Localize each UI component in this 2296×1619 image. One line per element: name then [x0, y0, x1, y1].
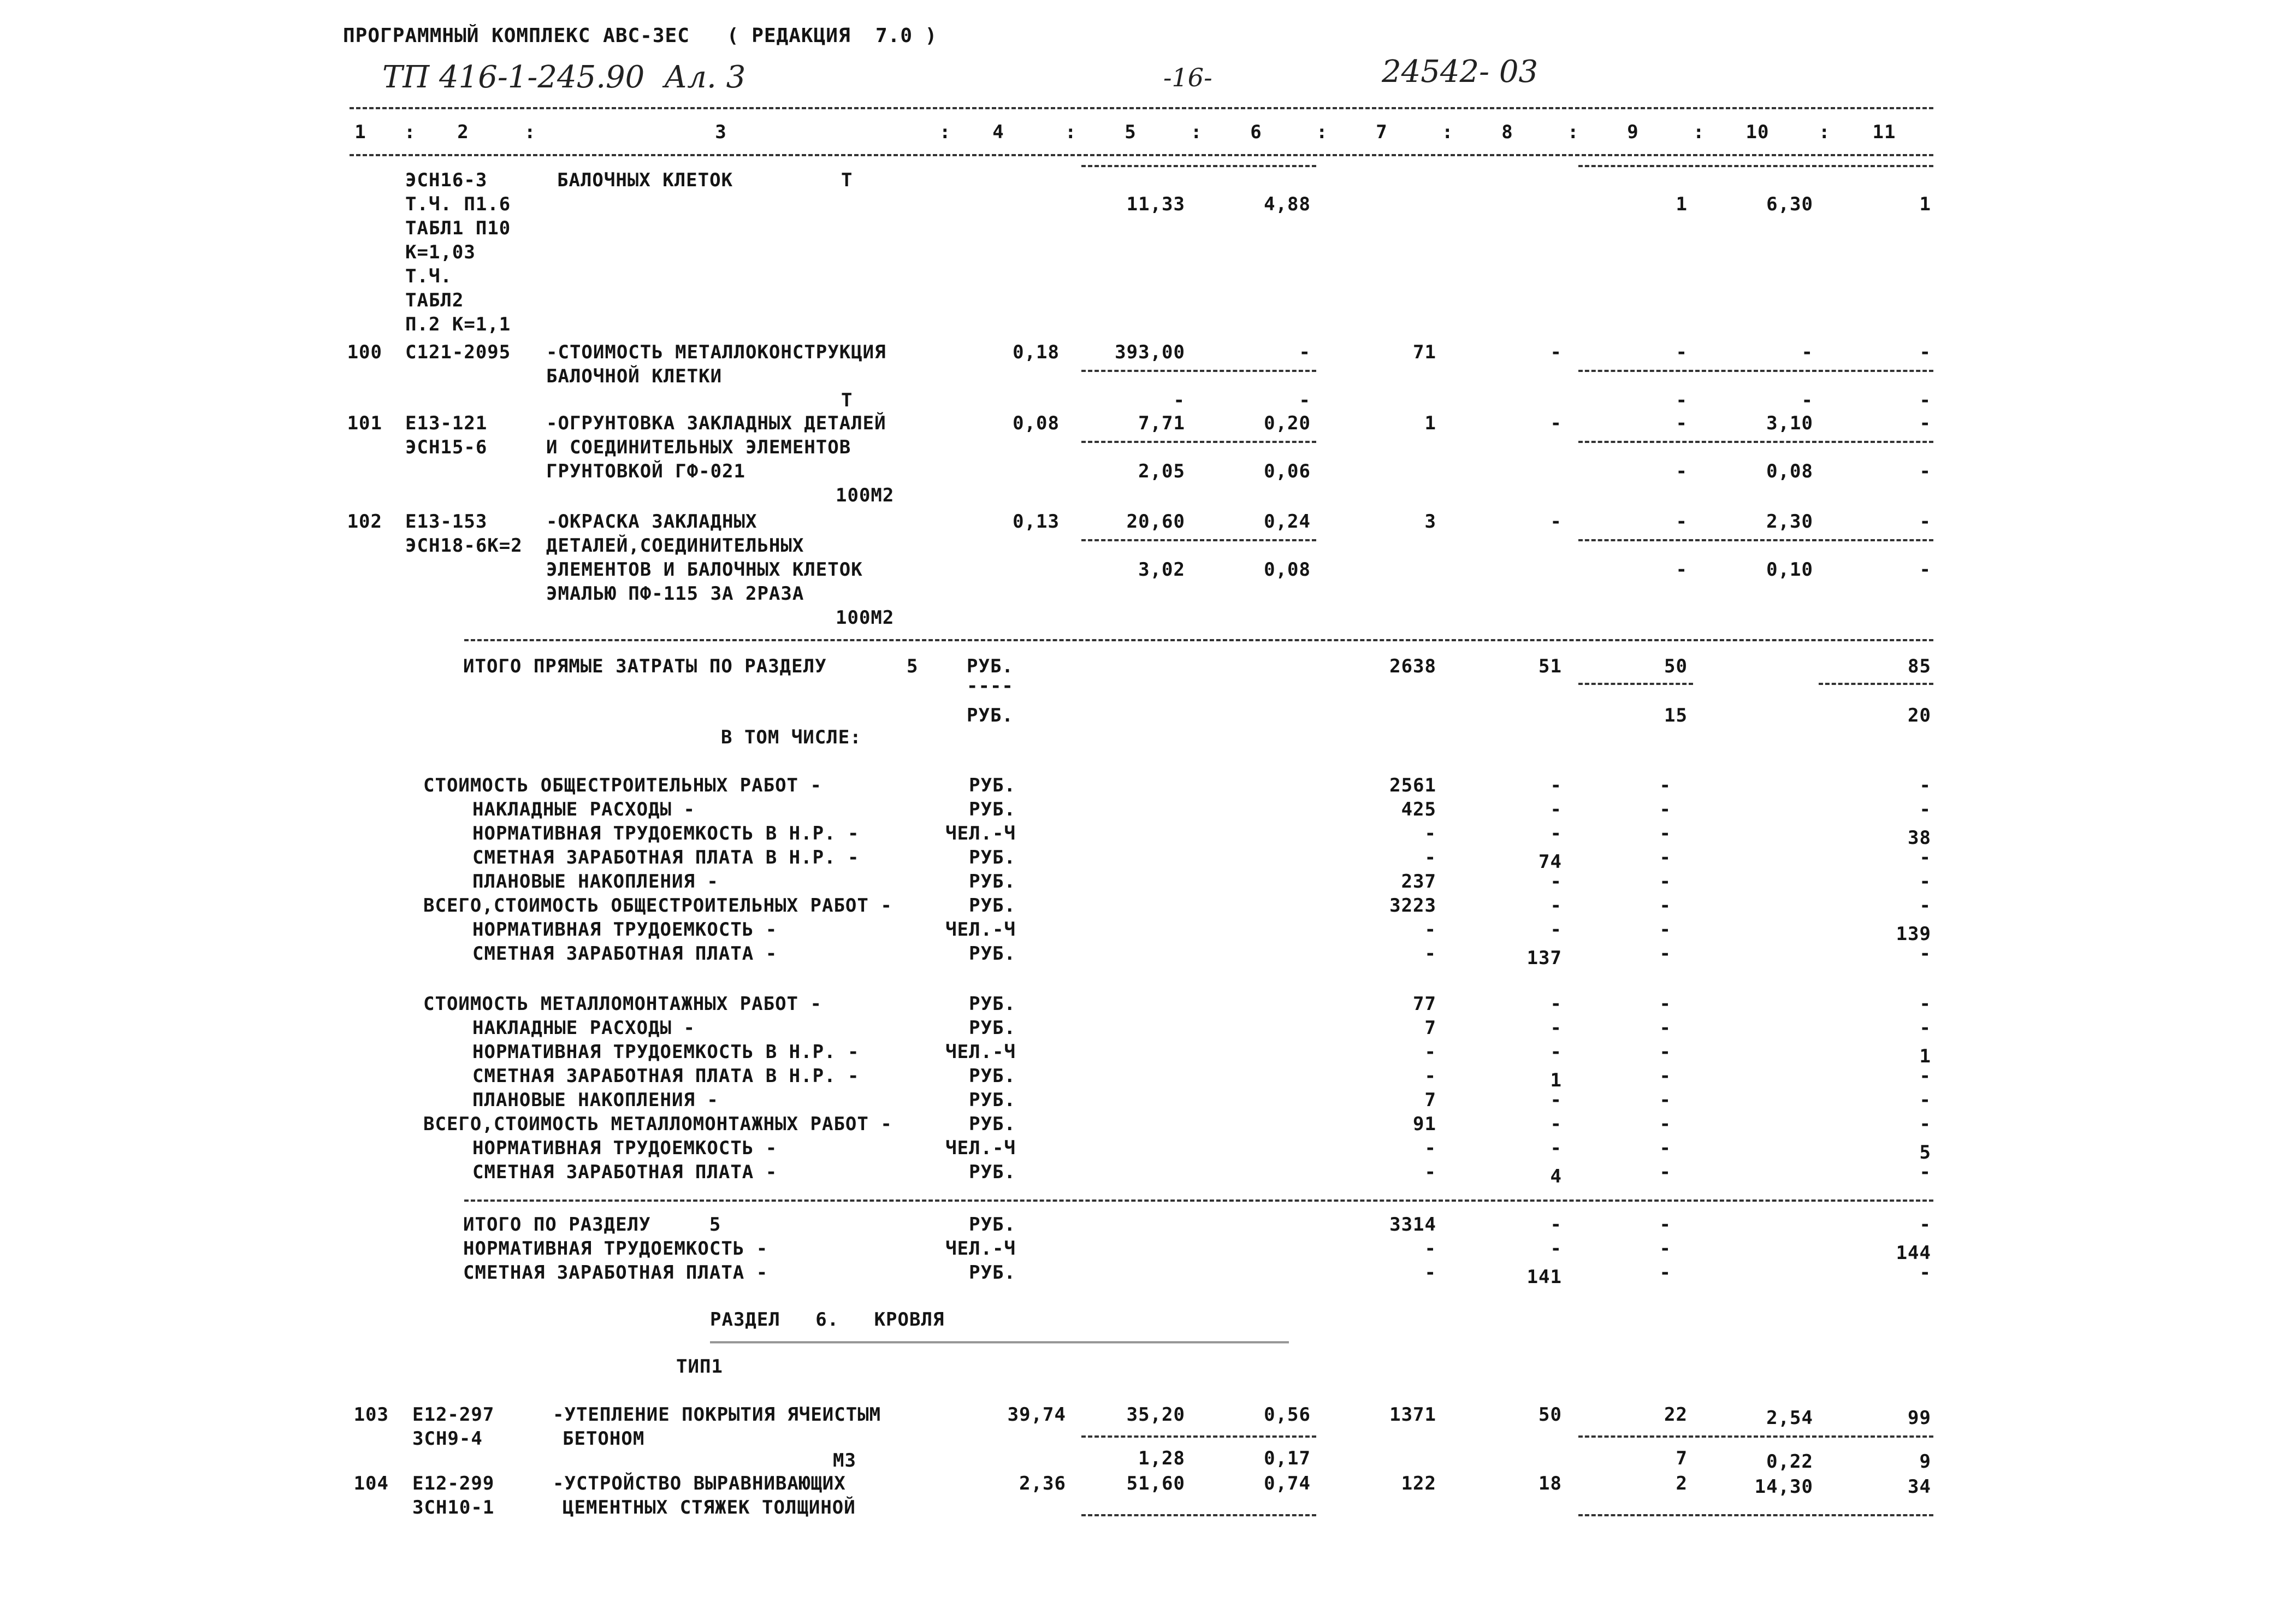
metal-breakdown-c9: - — [1659, 1137, 1671, 1159]
row-qty: 0,08 — [1013, 412, 1060, 434]
direct-total-c8: 51 — [1538, 655, 1562, 677]
general-breakdown-unit: РУБ. — [969, 847, 1016, 868]
general-breakdown-c8: 137 — [1526, 947, 1562, 969]
general-breakdown-unit: РУБ. — [969, 871, 1016, 893]
row-code: Е12-297 — [412, 1404, 495, 1426]
general-breakdown-c8: - — [1550, 895, 1562, 917]
metal-breakdown-label: НАКЛАДНЫЕ РАСХОДЫ - — [472, 1017, 695, 1039]
metal-breakdown-c8: 4 — [1550, 1166, 1562, 1187]
row-number: 103 — [353, 1404, 389, 1426]
section-total-c9: - — [1659, 1238, 1671, 1260]
row-code: П.2 К=1,1 — [405, 314, 511, 335]
row-name: ГРУНТОВКОЙ ГФ-021 — [546, 460, 745, 482]
row-c10-top: - — [1801, 341, 1813, 363]
general-breakdown-c9: - — [1659, 919, 1671, 941]
metal-breakdown-c8: - — [1550, 1137, 1562, 1159]
row-c6-top: 0,56 — [1264, 1404, 1311, 1426]
row-name: ЭМАЛЬЮ ПФ-115 ЗА 2РАЗА — [546, 583, 804, 605]
row-c11-top: - — [1919, 341, 1931, 363]
row-c9-bottom: - — [1676, 389, 1688, 411]
direct-total-c7: 2638 — [1389, 655, 1436, 677]
column-separator: : — [404, 121, 416, 143]
general-breakdown-c9: - — [1659, 799, 1671, 820]
row-c11-top: 34 — [1908, 1476, 1931, 1498]
row-c9-top: - — [1676, 511, 1688, 533]
column-header-7: 7 — [1376, 121, 1388, 143]
row-c9-top: 22 — [1664, 1404, 1688, 1426]
doc-ref-handwritten: ТП 416-1-245.90 Ал. 3 — [382, 60, 746, 95]
metal-breakdown-c11: - — [1919, 1089, 1931, 1111]
row-number: 100 — [347, 341, 382, 363]
row-c5-top: 393,00 — [1115, 341, 1185, 363]
row-c8: - — [1550, 341, 1562, 363]
general-breakdown-c11: - — [1919, 775, 1931, 796]
value-divider-9-11 — [1578, 1514, 1933, 1516]
metal-breakdown-c9: - — [1659, 1113, 1671, 1135]
page-number: -16- — [1163, 63, 1212, 92]
row-name: БЕТОНОМ — [563, 1428, 645, 1450]
direct-total-c11-bottom: 20 — [1908, 705, 1931, 726]
general-breakdown-c8: - — [1550, 919, 1562, 941]
row-c5-top: 51,60 — [1126, 1473, 1185, 1494]
general-breakdown-c11: - — [1919, 871, 1931, 893]
row-c6-bottom: 4,88 — [1264, 193, 1311, 215]
row-c6-top: - — [1299, 341, 1311, 363]
row-c8: 50 — [1538, 1404, 1562, 1426]
section-total-c9: - — [1659, 1214, 1671, 1236]
row-c9-top: - — [1676, 412, 1688, 434]
row-c11-bottom: 9 — [1919, 1451, 1931, 1473]
direct-total-c9: 50 — [1664, 655, 1688, 677]
row-code: ЭСН18-6К=2 — [405, 535, 523, 557]
metal-breakdown-unit: РУБ. — [969, 993, 1016, 1015]
row-c10-bottom: 0,22 — [1766, 1451, 1813, 1473]
metal-breakdown-c8: - — [1550, 1041, 1562, 1063]
metal-breakdown-label: НОРМАТИВНАЯ ТРУДОЕМКОСТЬ - — [472, 1137, 778, 1159]
section-total-c8: - — [1550, 1214, 1562, 1236]
row-c8: 18 — [1538, 1473, 1562, 1494]
value-divider-5-6 — [1081, 165, 1316, 167]
row-c11-bottom: - — [1919, 460, 1931, 482]
row-code: ТАБЛ1 П10 — [405, 217, 511, 239]
metal-breakdown-label: СТОИМОСТЬ МЕТАЛЛОМОНТАЖНЫХ РАБОТ - — [423, 993, 822, 1015]
general-breakdown-unit: ЧЕЛ.-Ч — [945, 919, 1016, 941]
general-breakdown-c11: 139 — [1896, 923, 1931, 945]
section-total-c11: - — [1919, 1214, 1931, 1236]
column-header-6: 6 — [1250, 121, 1262, 143]
section-total-unit: РУБ. — [969, 1262, 1016, 1284]
metal-breakdown-unit: ЧЕЛ.-Ч — [945, 1041, 1016, 1063]
row-c5-bottom: 2,05 — [1138, 460, 1185, 482]
row-qty: 39,74 — [1007, 1404, 1066, 1426]
section-total-label: СМЕТНАЯ ЗАРАБОТНАЯ ПЛАТА - — [463, 1262, 768, 1284]
general-breakdown-label: НОРМАТИВНАЯ ТРУДОЕМКОСТЬ - — [472, 919, 778, 941]
general-breakdown-c11: 38 — [1908, 827, 1931, 849]
direct-total-c11: 85 — [1908, 655, 1931, 677]
column-separator: : — [1065, 121, 1077, 143]
column-header-2: 2 — [457, 121, 469, 143]
section-6-subtitle: ТИП1 — [676, 1356, 723, 1378]
row-qty: 0,18 — [1013, 341, 1060, 363]
row-c7: 71 — [1413, 341, 1436, 363]
program-header: ПРОГРАММНЫЙ КОМПЛЕКС АВС-ЗЕС ( РЕДАКЦИЯ 7.0 ) — [343, 25, 938, 47]
section-total-label: НОРМАТИВНАЯ ТРУДОЕМКОСТЬ - — [463, 1238, 768, 1260]
metal-breakdown-unit: РУБ. — [969, 1065, 1016, 1087]
value-divider-9-11 — [1578, 441, 1933, 443]
general-breakdown-label: ПЛАНОВЫЕ НАКОПЛЕНИЯ - — [472, 871, 719, 893]
column-header-4: 4 — [992, 121, 1004, 143]
total-rule — [464, 639, 1933, 641]
direct-total-c9-bottom: 15 — [1664, 705, 1688, 726]
row-c5-top: 7,71 — [1138, 412, 1185, 434]
row-code: ЭСН15-6 — [405, 436, 488, 458]
general-breakdown-c11: - — [1919, 799, 1931, 820]
row-unit: Т — [841, 169, 853, 191]
row-c9-top: 2 — [1676, 1473, 1688, 1494]
general-breakdown-c7: 425 — [1401, 799, 1436, 820]
row-c10-bottom: 6,30 — [1766, 193, 1813, 215]
metal-breakdown-c11: - — [1919, 1017, 1931, 1039]
row-name: -ОКРАСКА ЗАКЛАДНЫХ — [546, 511, 758, 533]
row-c6-bottom: 0,08 — [1264, 559, 1311, 581]
row-c6-top: 0,20 — [1264, 412, 1311, 434]
general-breakdown-c9: - — [1659, 775, 1671, 796]
section-total-c8: 141 — [1526, 1266, 1562, 1288]
general-breakdown-label: НАКЛАДНЫЕ РАСХОДЫ - — [472, 799, 695, 820]
metal-breakdown-c11: - — [1919, 1113, 1931, 1135]
column-separator: : — [939, 121, 951, 143]
row-code: К=1,03 — [405, 241, 476, 263]
general-breakdown-c11: - — [1919, 847, 1931, 868]
row-c11-bottom: 1 — [1919, 193, 1931, 215]
row-code: Е13-121 — [405, 412, 488, 434]
row-c7: 1371 — [1389, 1404, 1436, 1426]
row-c7: 1 — [1424, 412, 1436, 434]
including-label: В ТОМ ЧИСЛЕ: — [721, 726, 862, 748]
row-c9-bottom: - — [1676, 559, 1688, 581]
metal-breakdown-c8: - — [1550, 993, 1562, 1015]
row-unit: М3 — [833, 1450, 856, 1472]
doc-code-handwritten: 24542- 03 — [1382, 54, 1538, 90]
metal-breakdown-c9: - — [1659, 1065, 1671, 1087]
general-breakdown-c11: - — [1919, 943, 1931, 965]
value-divider-5-6 — [1081, 370, 1316, 372]
row-code: Е12-299 — [412, 1473, 495, 1494]
general-breakdown-c8: 74 — [1538, 851, 1562, 873]
general-breakdown-unit: РУБ. — [969, 775, 1016, 796]
section-total-c9: - — [1659, 1262, 1671, 1284]
row-c8: - — [1550, 412, 1562, 434]
metal-breakdown-label: НОРМАТИВНАЯ ТРУДОЕМКОСТЬ В Н.Р. - — [472, 1041, 860, 1063]
unit-underline: ---- — [967, 675, 1014, 697]
direct-total-unit-2: РУБ. — [967, 705, 1014, 726]
general-breakdown-c9: - — [1659, 871, 1671, 893]
header-rule-bottom — [350, 154, 1933, 156]
metal-breakdown-c7: - — [1424, 1041, 1436, 1063]
section-total-unit: ЧЕЛ.-Ч — [945, 1238, 1016, 1260]
row-c11-top: 99 — [1908, 1407, 1931, 1429]
value-divider-5-6 — [1081, 539, 1316, 541]
row-number: 102 — [347, 511, 382, 533]
metal-breakdown-c7: 7 — [1424, 1017, 1436, 1039]
metal-breakdown-unit: РУБ. — [969, 1161, 1016, 1183]
metal-breakdown-c8: - — [1550, 1017, 1562, 1039]
general-breakdown-c11: - — [1919, 895, 1931, 917]
section-total-label: ИТОГО ПО РАЗДЕЛУ 5 — [463, 1214, 721, 1236]
row-name: ЦЕМЕНТНЫХ СТЯЖЕК ТОЛЩИНОЙ — [563, 1497, 856, 1518]
row-c5-bottom: 1,28 — [1138, 1447, 1185, 1469]
row-c10-top: 3,10 — [1766, 412, 1813, 434]
row-number: 101 — [347, 412, 382, 434]
direct-total-section: 5 — [907, 655, 919, 677]
row-c5-bottom: 11,33 — [1126, 193, 1185, 215]
general-breakdown-label: СТОИМОСТЬ ОБЩЕСТРОИТЕЛЬНЫХ РАБОТ - — [423, 775, 822, 796]
row-c11-top: - — [1919, 511, 1931, 533]
metal-breakdown-c7: 91 — [1413, 1113, 1436, 1135]
value-divider-9 — [1578, 683, 1693, 685]
general-breakdown-label: СМЕТНАЯ ЗАРАБОТНАЯ ПЛАТА - — [472, 943, 778, 965]
row-c9-bottom: 1 — [1676, 193, 1688, 215]
general-breakdown-c9: - — [1659, 943, 1671, 965]
row-c6-bottom: 0,17 — [1264, 1447, 1311, 1469]
row-c10-bottom: - — [1801, 389, 1813, 411]
metal-breakdown-c9: - — [1659, 1161, 1671, 1183]
row-unit: 100М2 — [836, 607, 895, 629]
section-total-unit: РУБ. — [969, 1214, 1016, 1236]
row-c8: - — [1550, 511, 1562, 533]
row-name: И СОЕДИНИТЕЛЬНЫХ ЭЛЕМЕНТОВ — [546, 436, 851, 458]
row-name: -СТОИМОСТЬ МЕТАЛЛОКОНСТРУКЦИЯ — [546, 341, 886, 363]
metal-breakdown-c11: - — [1919, 993, 1931, 1015]
metal-breakdown-label: ПЛАНОВЫЕ НАКОПЛЕНИЯ - — [472, 1089, 719, 1111]
general-breakdown-label: ВСЕГО,СТОИМОСТЬ ОБЩЕСТРОИТЕЛЬНЫХ РАБОТ - — [423, 895, 892, 917]
row-c7: 3 — [1424, 511, 1436, 533]
metal-breakdown-c8: 1 — [1550, 1070, 1562, 1091]
column-header-5: 5 — [1125, 121, 1137, 143]
row-c10-bottom: 0,08 — [1766, 460, 1813, 482]
general-breakdown-c7: 3223 — [1389, 895, 1436, 917]
row-c9-top: - — [1676, 341, 1688, 363]
row-name: -ОГРУНТОВКА ЗАКЛАДНЫХ ДЕТАЛЕЙ — [546, 412, 886, 434]
general-breakdown-unit: РУБ. — [969, 895, 1016, 917]
general-breakdown-label: СМЕТНАЯ ЗАРАБОТНАЯ ПЛАТА В Н.Р. - — [472, 847, 860, 868]
value-divider-5-6 — [1081, 1435, 1316, 1438]
general-breakdown-unit: ЧЕЛ.-Ч — [945, 823, 1016, 844]
general-breakdown-c8: - — [1550, 775, 1562, 796]
general-breakdown-c9: - — [1659, 823, 1671, 844]
metal-breakdown-c11: 5 — [1919, 1142, 1931, 1163]
metal-breakdown-c7: - — [1424, 1065, 1436, 1087]
column-separator: : — [524, 121, 536, 143]
row-name: -УТЕПЛЕНИЕ ПОКРЫТИЯ ЯЧЕИСТЫМ — [553, 1404, 881, 1426]
row-c6-top: 0,24 — [1264, 511, 1311, 533]
row-c7: 122 — [1401, 1473, 1436, 1494]
row-c5-top: 20,60 — [1126, 511, 1185, 533]
section-total-c7: - — [1424, 1238, 1436, 1260]
general-breakdown-c9: - — [1659, 847, 1671, 868]
column-separator: : — [1567, 121, 1579, 143]
row-c11-bottom: - — [1919, 389, 1931, 411]
metal-breakdown-c7: - — [1424, 1161, 1436, 1183]
row-number: 104 — [353, 1473, 389, 1494]
row-code: ЗСН9-4 — [412, 1428, 483, 1450]
column-header-3: 3 — [715, 121, 727, 143]
row-c11-bottom: - — [1919, 559, 1931, 581]
row-c6-bottom: - — [1299, 389, 1311, 411]
metal-breakdown-c9: - — [1659, 1017, 1671, 1039]
row-code: Е13-153 — [405, 511, 488, 533]
column-separator: : — [1819, 121, 1831, 143]
row-unit: 100М2 — [836, 484, 895, 506]
metal-breakdown-unit: РУБ. — [969, 1089, 1016, 1111]
row-name: БАЛОЧНОЙ КЛЕТКИ — [546, 365, 723, 387]
value-divider-5-6 — [1081, 1514, 1316, 1516]
row-c10-top: 2,54 — [1766, 1407, 1813, 1429]
general-breakdown-c7: - — [1424, 847, 1436, 868]
value-divider-9-11 — [1578, 370, 1933, 372]
column-separator: : — [1191, 121, 1203, 143]
general-breakdown-unit: РУБ. — [969, 799, 1016, 820]
row-code: ЭСН16-3 — [405, 169, 488, 191]
column-separator: : — [1316, 121, 1328, 143]
metal-breakdown-c7: 7 — [1424, 1089, 1436, 1111]
column-separator: : — [1693, 121, 1705, 143]
general-breakdown-c8: - — [1550, 823, 1562, 844]
row-name: ДЕТАЛЕЙ,СОЕДИНИТЕЛЬНЫХ — [546, 535, 804, 557]
section-total-c11: 144 — [1896, 1242, 1931, 1264]
general-breakdown-label: НОРМАТИВНАЯ ТРУДОЕМКОСТЬ В Н.Р. - — [472, 823, 860, 844]
row-c10-bottom: 0,10 — [1766, 559, 1813, 581]
metal-breakdown-c7: 77 — [1413, 993, 1436, 1015]
value-divider-9-11 — [1578, 1435, 1933, 1438]
section-6-title: РАЗДЕЛ 6. КРОВЛЯ — [710, 1309, 945, 1331]
metal-breakdown-c7: - — [1424, 1137, 1436, 1159]
row-name: -УСТРОЙСТВО ВЫРАВНИВАЮЩИХ — [553, 1473, 846, 1494]
row-code: Т.Ч. П1.6 — [405, 193, 511, 215]
row-name: ЭЛЕМЕНТОВ И БАЛОЧНЫХ КЛЕТОК — [546, 559, 863, 581]
metal-breakdown-unit: РУБ. — [969, 1113, 1016, 1135]
row-code: Т.Ч. — [405, 265, 452, 287]
direct-total-unit: РУБ. — [967, 655, 1014, 677]
value-divider-9-11 — [1578, 539, 1933, 541]
general-breakdown-c7: - — [1424, 823, 1436, 844]
section-total-c11: - — [1919, 1262, 1931, 1284]
metal-breakdown-c9: - — [1659, 1041, 1671, 1063]
metal-breakdown-label: ВСЕГО,СТОИМОСТЬ МЕТАЛЛОМОНТАЖНЫХ РАБОТ - — [423, 1113, 892, 1135]
metal-breakdown-c9: - — [1659, 1089, 1671, 1111]
value-divider-11 — [1819, 683, 1933, 685]
row-c9-bottom: - — [1676, 460, 1688, 482]
column-header-1: 1 — [354, 121, 366, 143]
metal-breakdown-c8: - — [1550, 1089, 1562, 1111]
column-separator: : — [1442, 121, 1454, 143]
metal-breakdown-c9: - — [1659, 993, 1671, 1015]
general-breakdown-c7: 237 — [1401, 871, 1436, 893]
section-6-underline — [710, 1342, 1289, 1343]
row-c6-bottom: 0,06 — [1264, 460, 1311, 482]
section-total-c7: - — [1424, 1262, 1436, 1284]
general-breakdown-c7: - — [1424, 943, 1436, 965]
row-c6-top: 0,74 — [1264, 1473, 1311, 1494]
general-breakdown-unit: РУБ. — [969, 943, 1016, 965]
row-c10-top: 2,30 — [1766, 511, 1813, 533]
row-c5-bottom: 3,02 — [1138, 559, 1185, 581]
metal-breakdown-c11: 1 — [1919, 1045, 1931, 1067]
header-rule-top — [350, 107, 1933, 109]
value-divider-5-6 — [1081, 441, 1316, 443]
row-c5-bottom: - — [1173, 389, 1185, 411]
metal-breakdown-label: СМЕТНАЯ ЗАРАБОТНАЯ ПЛАТА В Н.Р. - — [472, 1065, 860, 1087]
metal-breakdown-label: СМЕТНАЯ ЗАРАБОТНАЯ ПЛАТА - — [472, 1161, 778, 1183]
row-unit: Т — [841, 389, 853, 411]
metal-breakdown-c11: - — [1919, 1065, 1931, 1087]
metal-breakdown-unit: ЧЕЛ.-Ч — [945, 1137, 1016, 1159]
metal-breakdown-unit: РУБ. — [969, 1017, 1016, 1039]
row-code: ЗСН10-1 — [412, 1497, 495, 1518]
general-breakdown-c8: - — [1550, 871, 1562, 893]
row-qty: 2,36 — [1019, 1473, 1066, 1494]
metal-breakdown-c8: - — [1550, 1113, 1562, 1135]
column-header-11: 11 — [1872, 121, 1896, 143]
row-qty: 0,13 — [1013, 511, 1060, 533]
general-breakdown-c9: - — [1659, 895, 1671, 917]
general-breakdown-c7: - — [1424, 919, 1436, 941]
column-header-10: 10 — [1745, 121, 1770, 143]
row-c5-top: 35,20 — [1126, 1404, 1185, 1426]
column-header-8: 8 — [1501, 121, 1513, 143]
general-breakdown-c7: 2561 — [1389, 775, 1436, 796]
section-total-rule — [464, 1200, 1933, 1202]
direct-total-label: ИТОГО ПРЯМЫЕ ЗАТРАТЫ ПО РАЗДЕЛУ — [463, 655, 827, 677]
row-code: ТАБЛ2 — [405, 289, 464, 311]
section-total-c7: 3314 — [1389, 1214, 1436, 1236]
row-name: БАЛОЧНЫХ КЛЕТОК — [557, 169, 733, 191]
section-total-c8: - — [1550, 1238, 1562, 1260]
general-breakdown-c8: - — [1550, 799, 1562, 820]
value-divider-9-11 — [1578, 165, 1933, 167]
column-header-9: 9 — [1627, 121, 1639, 143]
metal-breakdown-c11: - — [1919, 1161, 1931, 1183]
row-c10-top: 14,30 — [1754, 1476, 1813, 1498]
row-c11-top: - — [1919, 412, 1931, 434]
row-c9-bottom: 7 — [1676, 1447, 1688, 1469]
row-code: С121-2095 — [405, 341, 511, 363]
